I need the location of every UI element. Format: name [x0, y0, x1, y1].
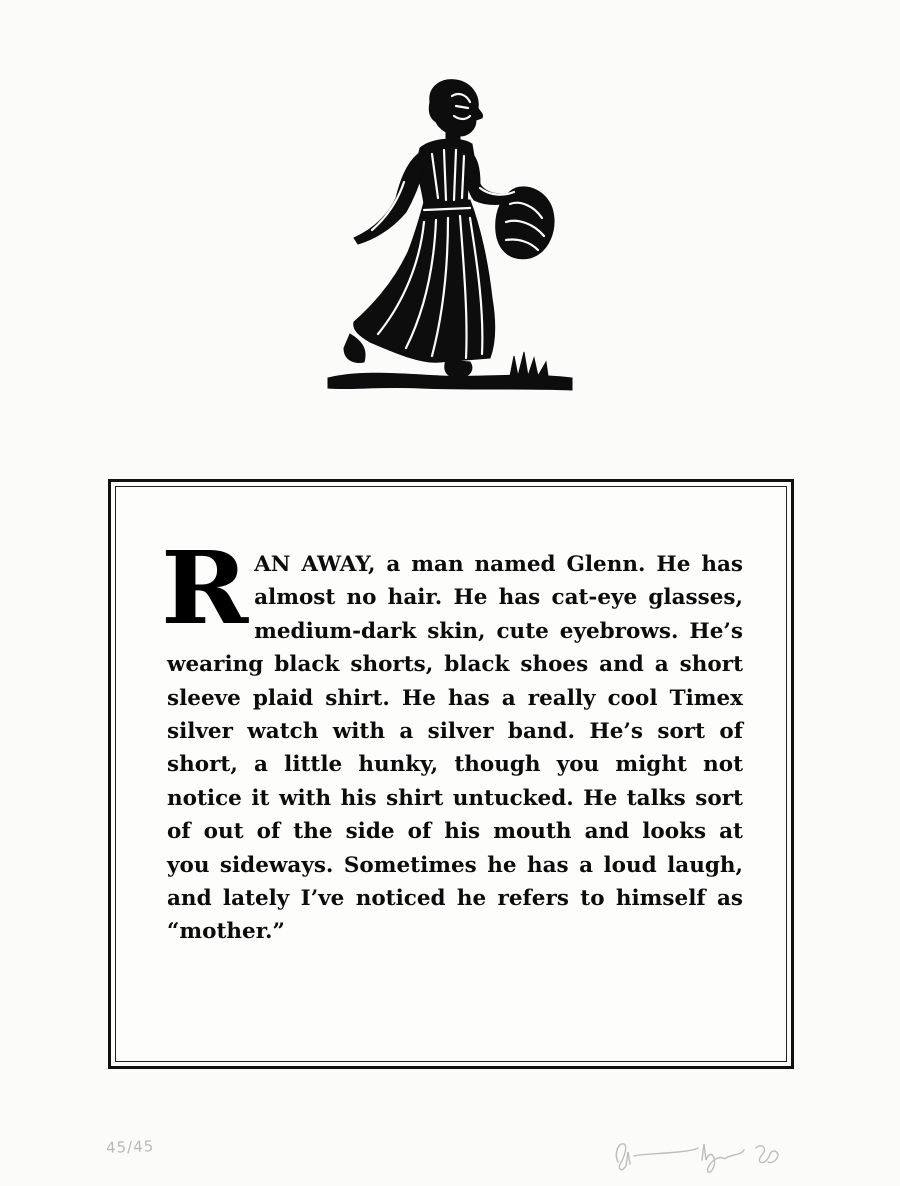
- figure-back-arm: [354, 154, 424, 244]
- runaway-notice-text: [161, 529, 743, 949]
- notice-frame: [108, 479, 794, 1069]
- notice-body: AN AWAY, a man named Glenn. He has almost no hair. He has cat-eye glasses, medium-dark skin, cute eyebrows. He’s wearing black shorts, black shoes and a short sleeve plaid shirt. He has a really cool Timex silver watch with a silver band. He’s sort of short, a little hunky, though you might not notice it with his shirt untucked. He talks sort of out of the side of his mouth and looks at you sideways. Sometimes he has a loud laugh, and lately I’ve noticed he refers to himself as “mother.”: [167, 552, 743, 945]
- figure-grass: [510, 352, 548, 376]
- woodcut-figure-illustration: [320, 72, 582, 396]
- artist-signature: [608, 1132, 788, 1178]
- figure-front-foot: [445, 360, 472, 378]
- figure-back-foot: [344, 334, 365, 362]
- figure-head: [429, 80, 482, 136]
- edition-number: 45/45: [105, 1137, 155, 1157]
- drop-cap: R: [161, 529, 245, 647]
